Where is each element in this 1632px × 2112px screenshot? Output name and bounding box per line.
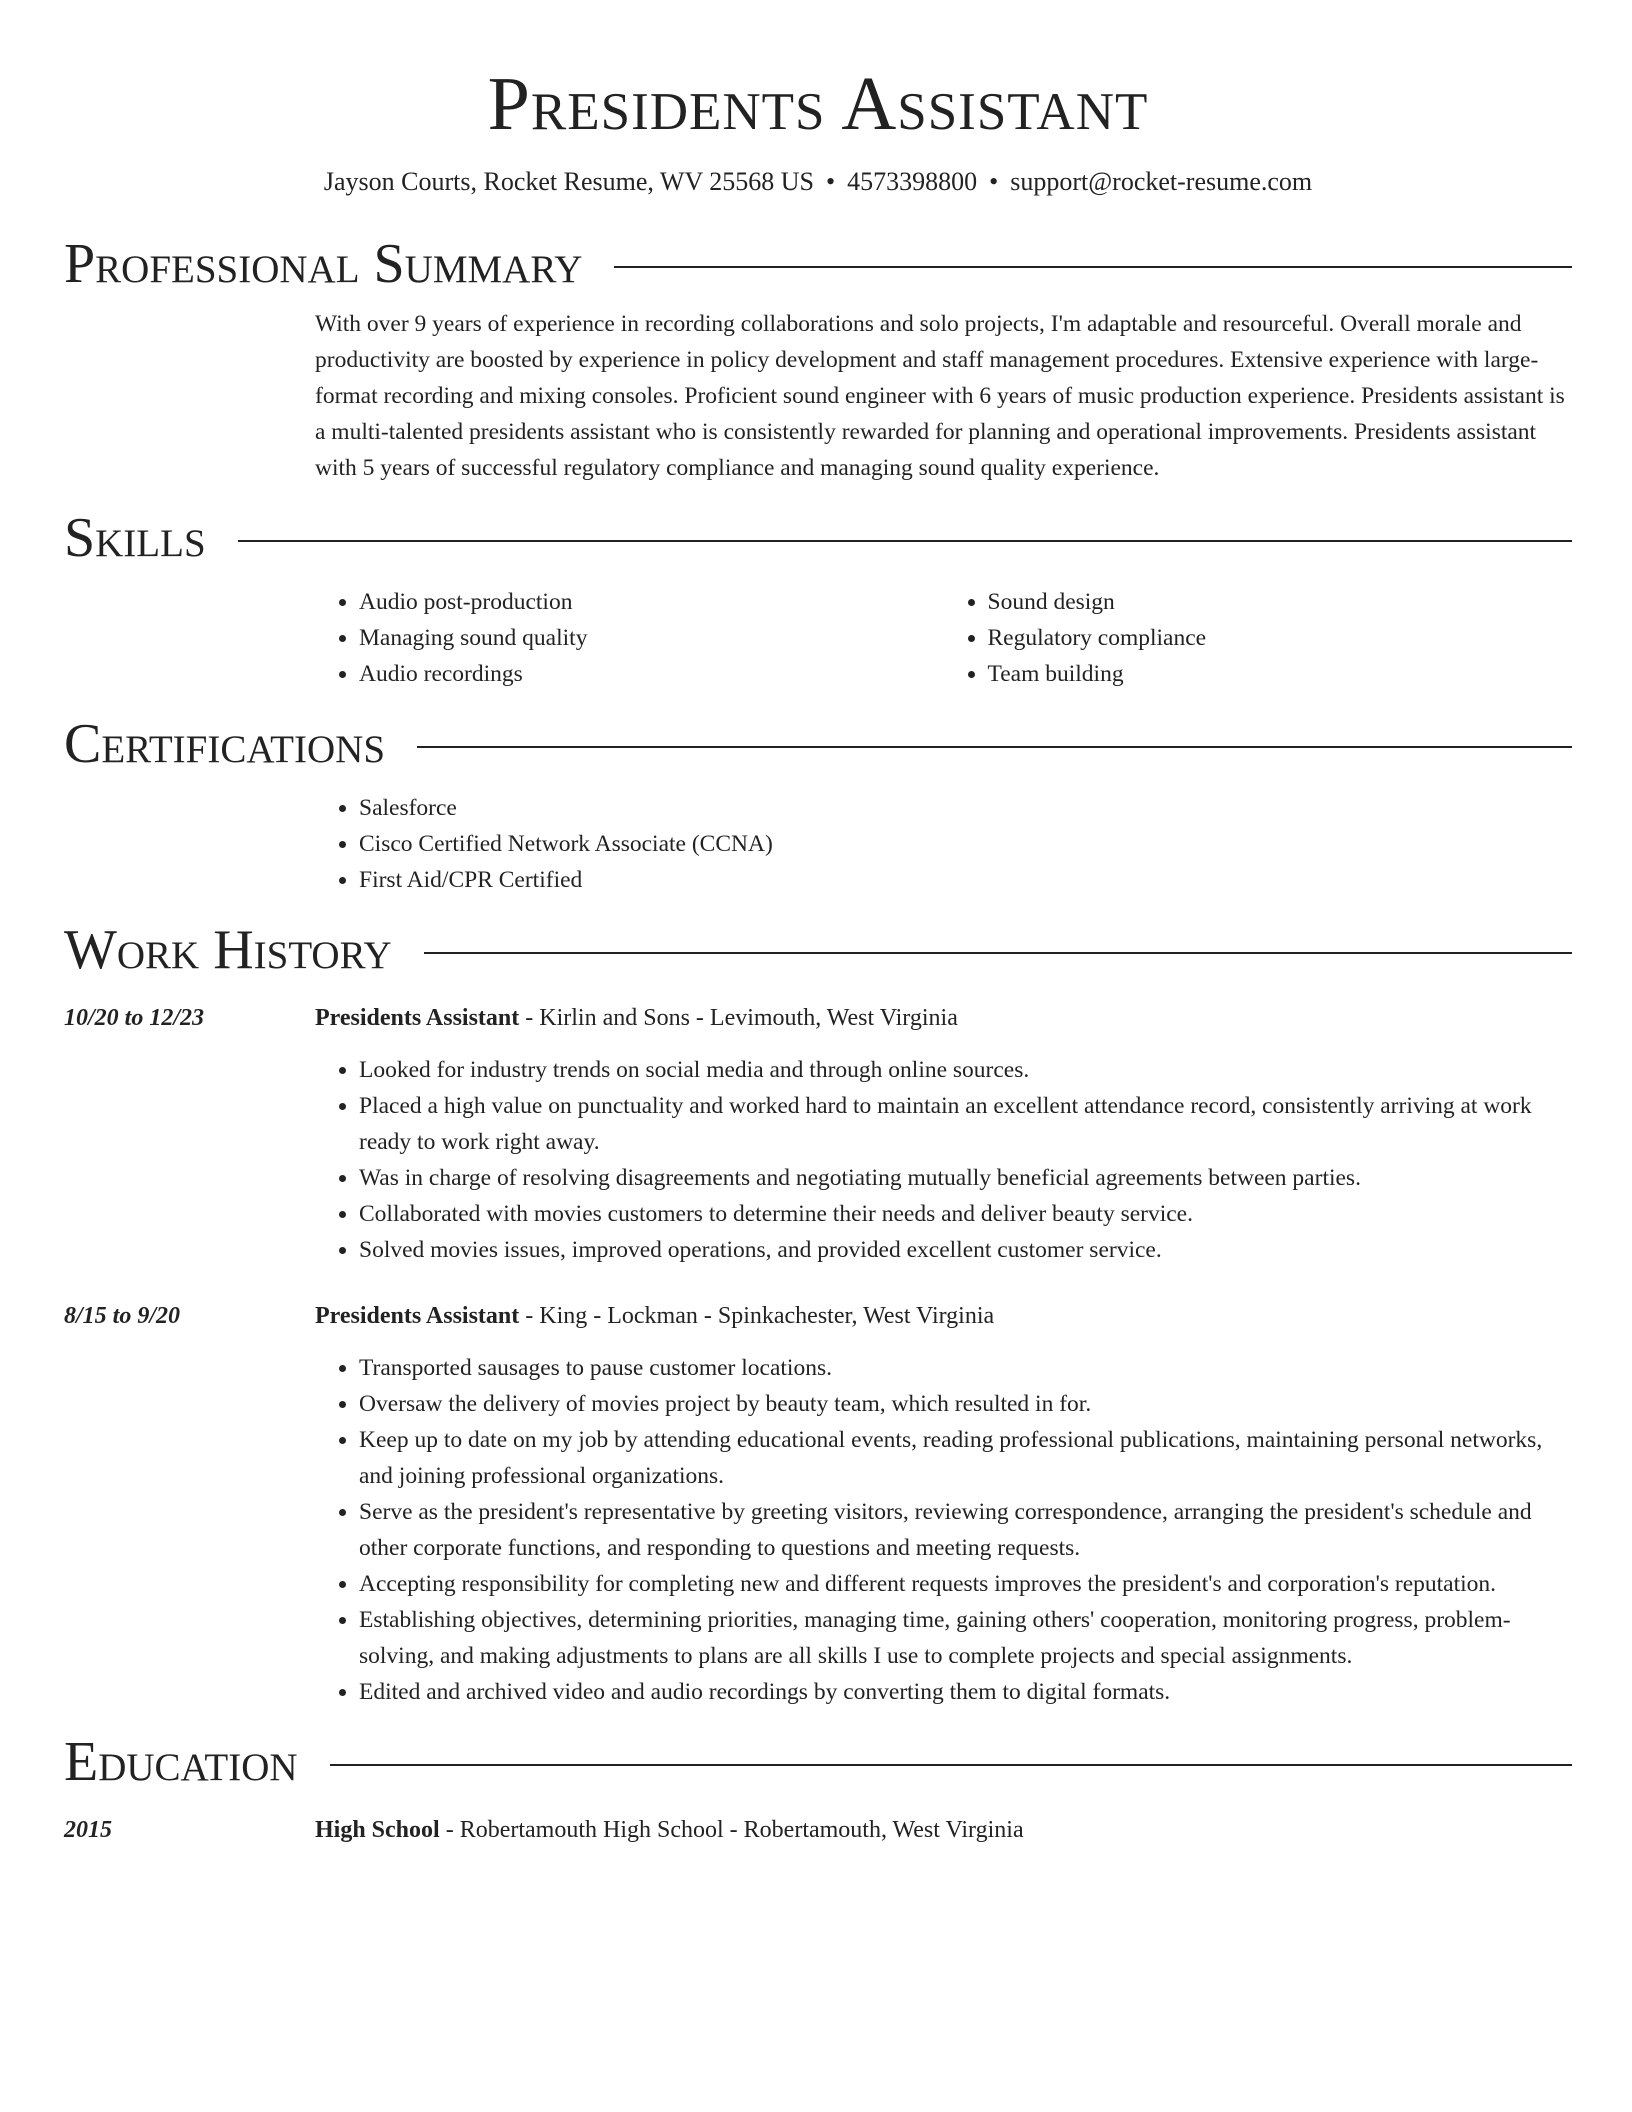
certifications-section-header <box>64 710 1572 778</box>
job-duty-item: • Solved movies issues, improved operations, and provided excellent customer service. <box>359 1232 1572 1268</box>
skill-item: • Audio recordings <box>359 656 944 692</box>
job-dates: 10/20 to 12/23 <box>64 1005 205 1031</box>
skills-column-left <box>315 584 944 692</box>
certifications-section-title: Certifications <box>64 713 386 775</box>
job-company: - Kirlin and Sons - Levimouth, West Virginia <box>519 1005 958 1031</box>
job-duty-item: • Transported sausages to pause customer locations. <box>359 1350 1572 1386</box>
skill-item: • Managing sound quality <box>359 620 944 656</box>
section-divider <box>424 952 1572 954</box>
education-section-header <box>64 1728 1572 1796</box>
certification-item: • Salesforce <box>359 790 1572 826</box>
contact-line <box>64 166 1572 198</box>
candidate-name: Presidents Assistant <box>487 62 1149 146</box>
section-divider <box>614 266 1572 268</box>
section-divider <box>417 746 1572 748</box>
job-title: Presidents Assistant <box>315 1005 520 1031</box>
job-duties <box>315 1052 1572 1268</box>
education-year: 2015 <box>64 1817 112 1843</box>
work-section-title: Work History <box>64 919 392 981</box>
job-duty-item: • Serve as the president's representative by greeting visitors, reviewing correspondence, arranging the president's schedule and other corporate functions, and responding to questions and meeting requests. <box>359 1494 1572 1566</box>
certification-item: • Cisco Certified Network Associate (CCNA) <box>359 826 1572 862</box>
certification-item: • First Aid/CPR Certified <box>359 862 1572 898</box>
education-entry <box>64 1812 1572 1848</box>
skill-item: • Regulatory compliance <box>988 620 1573 656</box>
job-duties <box>315 1350 1572 1710</box>
job-duty-item: • Placed a high value on punctuality and worked hard to maintain an excellent attendance record, consistently arriving at work ready to work right away. <box>359 1088 1572 1160</box>
skills-section-title: Skills <box>64 507 206 569</box>
contact-separator: • <box>826 167 836 196</box>
summary-section-title: Professional Summary <box>64 233 583 295</box>
job-heading <box>315 1298 1572 1334</box>
job-title: Presidents Assistant <box>315 1303 520 1329</box>
education-school: - Robertamouth High School - Robertamouth, West Virginia <box>439 1817 1024 1843</box>
job-company: - King - Lockman - Spinkachester, West Virginia <box>519 1303 995 1329</box>
section-divider <box>238 540 1572 542</box>
summary-section-header <box>64 230 1572 298</box>
job-duty-item: • Looked for industry trends on social media and through online sources. <box>359 1052 1572 1088</box>
skills-list <box>315 584 1572 692</box>
job-duty-item: • Was in charge of resolving disagreements and negotiating mutually beneficial agreements between parties. <box>359 1160 1572 1196</box>
job-duty-item: • Collaborated with movies customers to determine their needs and deliver beauty service. <box>359 1196 1572 1232</box>
skill-item: • Audio post-production <box>359 584 944 620</box>
job-duty-item: • Oversaw the delivery of movies project by beauty team, which resulted in for. <box>359 1386 1572 1422</box>
job-duty-item: • Accepting responsibility for completing new and different requests improves the president's and corporation's reputation. <box>359 1566 1572 1602</box>
section-divider <box>330 1764 1572 1766</box>
contact-address: Jayson Courts, Rocket Resume, WV 25568 US <box>323 167 814 196</box>
skills-column-right <box>944 584 1573 692</box>
summary-text: With over 9 years of experience in recording collaborations and solo projects, I'm adaptable and resourceful. Overall morale and productivity are boosted by experience in policy development and staff management procedures. Extensive experience with large-format recording and mixing consoles. Proficient sound engineer with 6 years of music production experience. Presidents assistant is a multi-talented presidents assistant who is consistently rewarded for planning and operational improvements. Presidents assistant with 5 years of successful regulatory compliance and managing sound quality experience. <box>315 311 1565 481</box>
education-degree: High School <box>315 1817 440 1843</box>
skill-item: • Team building <box>988 656 1573 692</box>
job-duty-item: • Edited and archived video and audio recordings by converting them to digital formats. <box>359 1674 1572 1710</box>
contact-separator: • <box>989 167 999 196</box>
job-entry <box>64 1298 1572 1710</box>
contact-email: support@rocket-resume.com <box>1010 167 1313 196</box>
job-duty-item: • Keep up to date on my job by attending educational events, reading professional publications, maintaining personal networks, and joining professional organizations. <box>359 1422 1572 1494</box>
job-dates: 8/15 to 9/20 <box>64 1303 181 1329</box>
work-section-header <box>64 916 1572 984</box>
skills-section-header <box>64 504 1572 572</box>
resume-page <box>64 0 1572 1848</box>
skill-item: • Sound design <box>988 584 1573 620</box>
job-duty-item: • Establishing objectives, determining priorities, managing time, gaining others' cooperation, monitoring progress, problem-solving, and making adjustments to plans are all skills I use to complete projects and special assignments. <box>359 1602 1572 1674</box>
job-heading <box>315 1000 1572 1036</box>
education-section-title: Education <box>64 1731 298 1793</box>
contact-phone: 4573398800 <box>847 167 978 196</box>
job-entry <box>64 1000 1572 1268</box>
certifications-list <box>315 790 1572 898</box>
